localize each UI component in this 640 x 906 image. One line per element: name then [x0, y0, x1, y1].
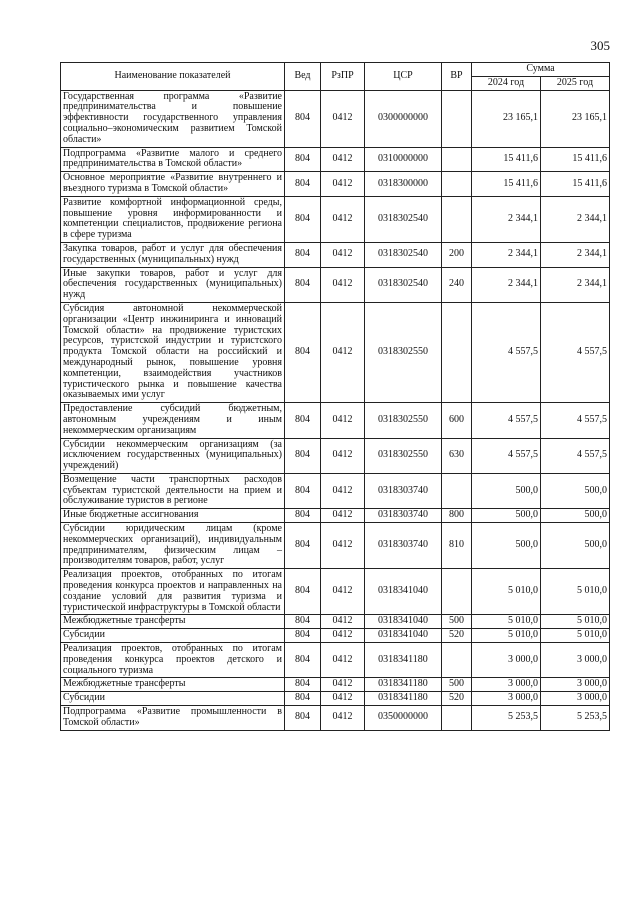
cell-csr: 0318302540: [365, 196, 442, 242]
cell-rzpr: 0412: [321, 509, 365, 523]
cell-sum-2024: 15 411,6: [472, 147, 541, 172]
cell-name: Основное мероприятие «Развитие внутреннего и въездного туризма в Томской области»: [61, 172, 285, 197]
cell-sum-2025: 23 165,1: [541, 90, 610, 147]
cell-ved: 804: [285, 90, 321, 147]
cell-sum-2024: 500,0: [472, 509, 541, 523]
cell-csr: 0318303740: [365, 473, 442, 508]
cell-sum-2025: 500,0: [541, 509, 610, 523]
cell-vr: [442, 172, 472, 197]
cell-ved: 804: [285, 678, 321, 692]
cell-sum-2024: 23 165,1: [472, 90, 541, 147]
cell-name: Межбюджетные трансферты: [61, 678, 285, 692]
cell-rzpr: 0412: [321, 629, 365, 643]
cell-vr: 500: [442, 615, 472, 629]
cell-name: Подпрограмма «Развитие промышленности в Томской области»: [61, 706, 285, 731]
cell-sum-2025: 4 557,5: [541, 403, 610, 438]
cell-name: Закупка товаров, работ и услуг для обеспечения государственных (муниципальных) нужд: [61, 242, 285, 267]
cell-ved: 804: [285, 196, 321, 242]
cell-rzpr: 0412: [321, 403, 365, 438]
table-row: [61, 302, 610, 402]
cell-ved: 804: [285, 523, 321, 569]
cell-sum-2025: 4 557,5: [541, 438, 610, 473]
cell-vr: [442, 302, 472, 402]
cell-csr: 0318303740: [365, 509, 442, 523]
cell-rzpr: 0412: [321, 706, 365, 731]
cell-vr: 500: [442, 678, 472, 692]
cell-sum-2024: 15 411,6: [472, 172, 541, 197]
cell-sum-2025: 3 000,0: [541, 692, 610, 706]
cell-csr: 0350000000: [365, 706, 442, 731]
cell-ved: 804: [285, 267, 321, 302]
cell-vr: [442, 473, 472, 508]
table-header: [61, 63, 610, 91]
cell-sum-2025: 2 344,1: [541, 242, 610, 267]
table-row: [61, 438, 610, 473]
cell-name: Субсидии: [61, 629, 285, 643]
cell-sum-2024: 3 000,0: [472, 643, 541, 678]
cell-rzpr: 0412: [321, 302, 365, 402]
table-row: [61, 509, 610, 523]
cell-ved: 804: [285, 706, 321, 731]
cell-vr: [442, 147, 472, 172]
cell-vr: 520: [442, 629, 472, 643]
cell-vr: 800: [442, 509, 472, 523]
cell-sum-2025: 5 010,0: [541, 629, 610, 643]
cell-name: Межбюджетные трансферты: [61, 615, 285, 629]
cell-vr: 810: [442, 523, 472, 569]
table-row: [61, 172, 610, 197]
table-row: [61, 403, 610, 438]
cell-rzpr: 0412: [321, 678, 365, 692]
header-name: Наименование показателей: [61, 63, 285, 91]
cell-ved: 804: [285, 509, 321, 523]
cell-name: Иные закупки товаров, работ и услуг для обеспечения государственных (муниципальных) нужд: [61, 267, 285, 302]
cell-ved: 804: [285, 403, 321, 438]
table-row: [61, 643, 610, 678]
cell-sum-2025: 2 344,1: [541, 196, 610, 242]
cell-csr: 0318341180: [365, 678, 442, 692]
cell-sum-2024: 3 000,0: [472, 692, 541, 706]
cell-name: Реализация проектов, отобранных по итогам проведения конкурса проектов и направленных на создание условий для развития туризма и туристической инфраструктуры в Томской области: [61, 569, 285, 615]
table-body: [61, 90, 610, 730]
cell-sum-2025: 15 411,6: [541, 147, 610, 172]
cell-vr: [442, 90, 472, 147]
cell-sum-2025: 5 010,0: [541, 615, 610, 629]
cell-name: Субсидии некоммерческим организациям (за исключением государственных (муниципальных) учреждений): [61, 438, 285, 473]
cell-rzpr: 0412: [321, 615, 365, 629]
cell-sum-2025: 15 411,6: [541, 172, 610, 197]
cell-sum-2025: 500,0: [541, 523, 610, 569]
table-row: [61, 473, 610, 508]
cell-ved: 804: [285, 302, 321, 402]
cell-sum-2025: 500,0: [541, 473, 610, 508]
cell-name: Субсидии юридическим лицам (кроме некоммерческих организаций), индивидуальным предпринимателям, физическим лицам – производителям товаров, работ, услуг: [61, 523, 285, 569]
cell-sum-2024: 4 557,5: [472, 302, 541, 402]
cell-sum-2025: 2 344,1: [541, 267, 610, 302]
cell-ved: 804: [285, 569, 321, 615]
cell-sum-2024: 3 000,0: [472, 678, 541, 692]
cell-sum-2024: 5 010,0: [472, 629, 541, 643]
cell-sum-2025: 4 557,5: [541, 302, 610, 402]
header-year-2025: 2025 год: [541, 76, 610, 90]
cell-sum-2024: 500,0: [472, 523, 541, 569]
cell-sum-2024: 2 344,1: [472, 196, 541, 242]
cell-sum-2025: 3 000,0: [541, 643, 610, 678]
cell-sum-2025: 5 010,0: [541, 569, 610, 615]
cell-ved: 804: [285, 643, 321, 678]
cell-rzpr: 0412: [321, 438, 365, 473]
header-sum: Сумма: [472, 63, 610, 77]
cell-rzpr: 0412: [321, 267, 365, 302]
cell-name: Субсидии: [61, 692, 285, 706]
cell-name: Субсидия автономной некоммерческой организации «Центр инжиниринга и инноваций Томской области» на продвижение туристских ресурсов, туристской индустрии и туристского продукта Томской области на российский и международный рынок, повышение уровня компетенции, взаимодействия участников туристического рынка и повышение качества оказываемых ими услуг: [61, 302, 285, 402]
cell-ved: 804: [285, 615, 321, 629]
cell-vr: [442, 196, 472, 242]
cell-name: Подпрограмма «Развитие малого и среднего предпринимательства в Томской области»: [61, 147, 285, 172]
page-number: 305: [590, 38, 610, 53]
cell-ved: 804: [285, 147, 321, 172]
table-row: [61, 147, 610, 172]
table-row: [61, 706, 610, 731]
cell-ved: 804: [285, 473, 321, 508]
cell-ved: 804: [285, 242, 321, 267]
cell-sum-2024: 2 344,1: [472, 267, 541, 302]
cell-csr: 0318303740: [365, 523, 442, 569]
cell-name: Иные бюджетные ассигнования: [61, 509, 285, 523]
cell-rzpr: 0412: [321, 692, 365, 706]
cell-name: Предоставление субсидий бюджетным, автономным учреждениям и иным некоммерческим организациям: [61, 403, 285, 438]
cell-csr: 0318341040: [365, 629, 442, 643]
cell-csr: 0300000000: [365, 90, 442, 147]
cell-name: Развитие комфортной информационной среды, повышение уровня информированности и компетенции специалистов, продвижение региона в сфере туризма: [61, 196, 285, 242]
cell-csr: 0318300000: [365, 172, 442, 197]
cell-vr: [442, 643, 472, 678]
cell-csr: 0318341040: [365, 615, 442, 629]
cell-rzpr: 0412: [321, 242, 365, 267]
cell-csr: 0318302550: [365, 438, 442, 473]
cell-csr: 0310000000: [365, 147, 442, 172]
cell-name: Возмещение части транспортных расходов субъектам туристской деятельности на прием и обслуживание туристов в регионе: [61, 473, 285, 508]
cell-sum-2025: 5 253,5: [541, 706, 610, 731]
cell-csr: 0318302540: [365, 242, 442, 267]
cell-csr: 0318341040: [365, 569, 442, 615]
cell-vr: 630: [442, 438, 472, 473]
cell-vr: [442, 569, 472, 615]
cell-rzpr: 0412: [321, 569, 365, 615]
cell-ved: 804: [285, 172, 321, 197]
table-row: [61, 242, 610, 267]
cell-rzpr: 0412: [321, 643, 365, 678]
table-row: [61, 90, 610, 147]
cell-vr: 200: [442, 242, 472, 267]
cell-vr: 600: [442, 403, 472, 438]
table-row: [61, 629, 610, 643]
header-year-2024: 2024 год: [472, 76, 541, 90]
cell-ved: 804: [285, 692, 321, 706]
cell-sum-2024: 2 344,1: [472, 242, 541, 267]
cell-rzpr: 0412: [321, 473, 365, 508]
table-row: [61, 615, 610, 629]
header-rzpr: РзПР: [321, 63, 365, 91]
table-row: [61, 569, 610, 615]
header-vr: ВР: [442, 63, 472, 91]
cell-sum-2024: 5 253,5: [472, 706, 541, 731]
cell-rzpr: 0412: [321, 523, 365, 569]
cell-rzpr: 0412: [321, 172, 365, 197]
header-csr: ЦСР: [365, 63, 442, 91]
table-row: [61, 267, 610, 302]
table-row: [61, 692, 610, 706]
cell-ved: 804: [285, 629, 321, 643]
cell-csr: 0318341180: [365, 643, 442, 678]
cell-name: Государственная программа «Развитие предпринимательства и повышение эффективности государственного управления социально–экономическим развитием Томской области»: [61, 90, 285, 147]
table-row: [61, 196, 610, 242]
header-ved: Вед: [285, 63, 321, 91]
cell-ved: 804: [285, 438, 321, 473]
cell-name: Реализация проектов, отобранных по итогам проведения конкурса проектов детского и социального туризма: [61, 643, 285, 678]
cell-vr: 520: [442, 692, 472, 706]
cell-sum-2024: 500,0: [472, 473, 541, 508]
cell-sum-2024: 4 557,5: [472, 438, 541, 473]
cell-rzpr: 0412: [321, 90, 365, 147]
cell-csr: 0318302540: [365, 267, 442, 302]
cell-sum-2024: 5 010,0: [472, 615, 541, 629]
budget-table: [60, 62, 610, 731]
cell-rzpr: 0412: [321, 196, 365, 242]
cell-csr: 0318302550: [365, 403, 442, 438]
cell-csr: 0318302550: [365, 302, 442, 402]
cell-vr: [442, 706, 472, 731]
cell-sum-2024: 4 557,5: [472, 403, 541, 438]
cell-sum-2025: 3 000,0: [541, 678, 610, 692]
table-row: [61, 678, 610, 692]
cell-sum-2024: 5 010,0: [472, 569, 541, 615]
table-row: [61, 523, 610, 569]
cell-vr: 240: [442, 267, 472, 302]
cell-rzpr: 0412: [321, 147, 365, 172]
cell-csr: 0318341180: [365, 692, 442, 706]
